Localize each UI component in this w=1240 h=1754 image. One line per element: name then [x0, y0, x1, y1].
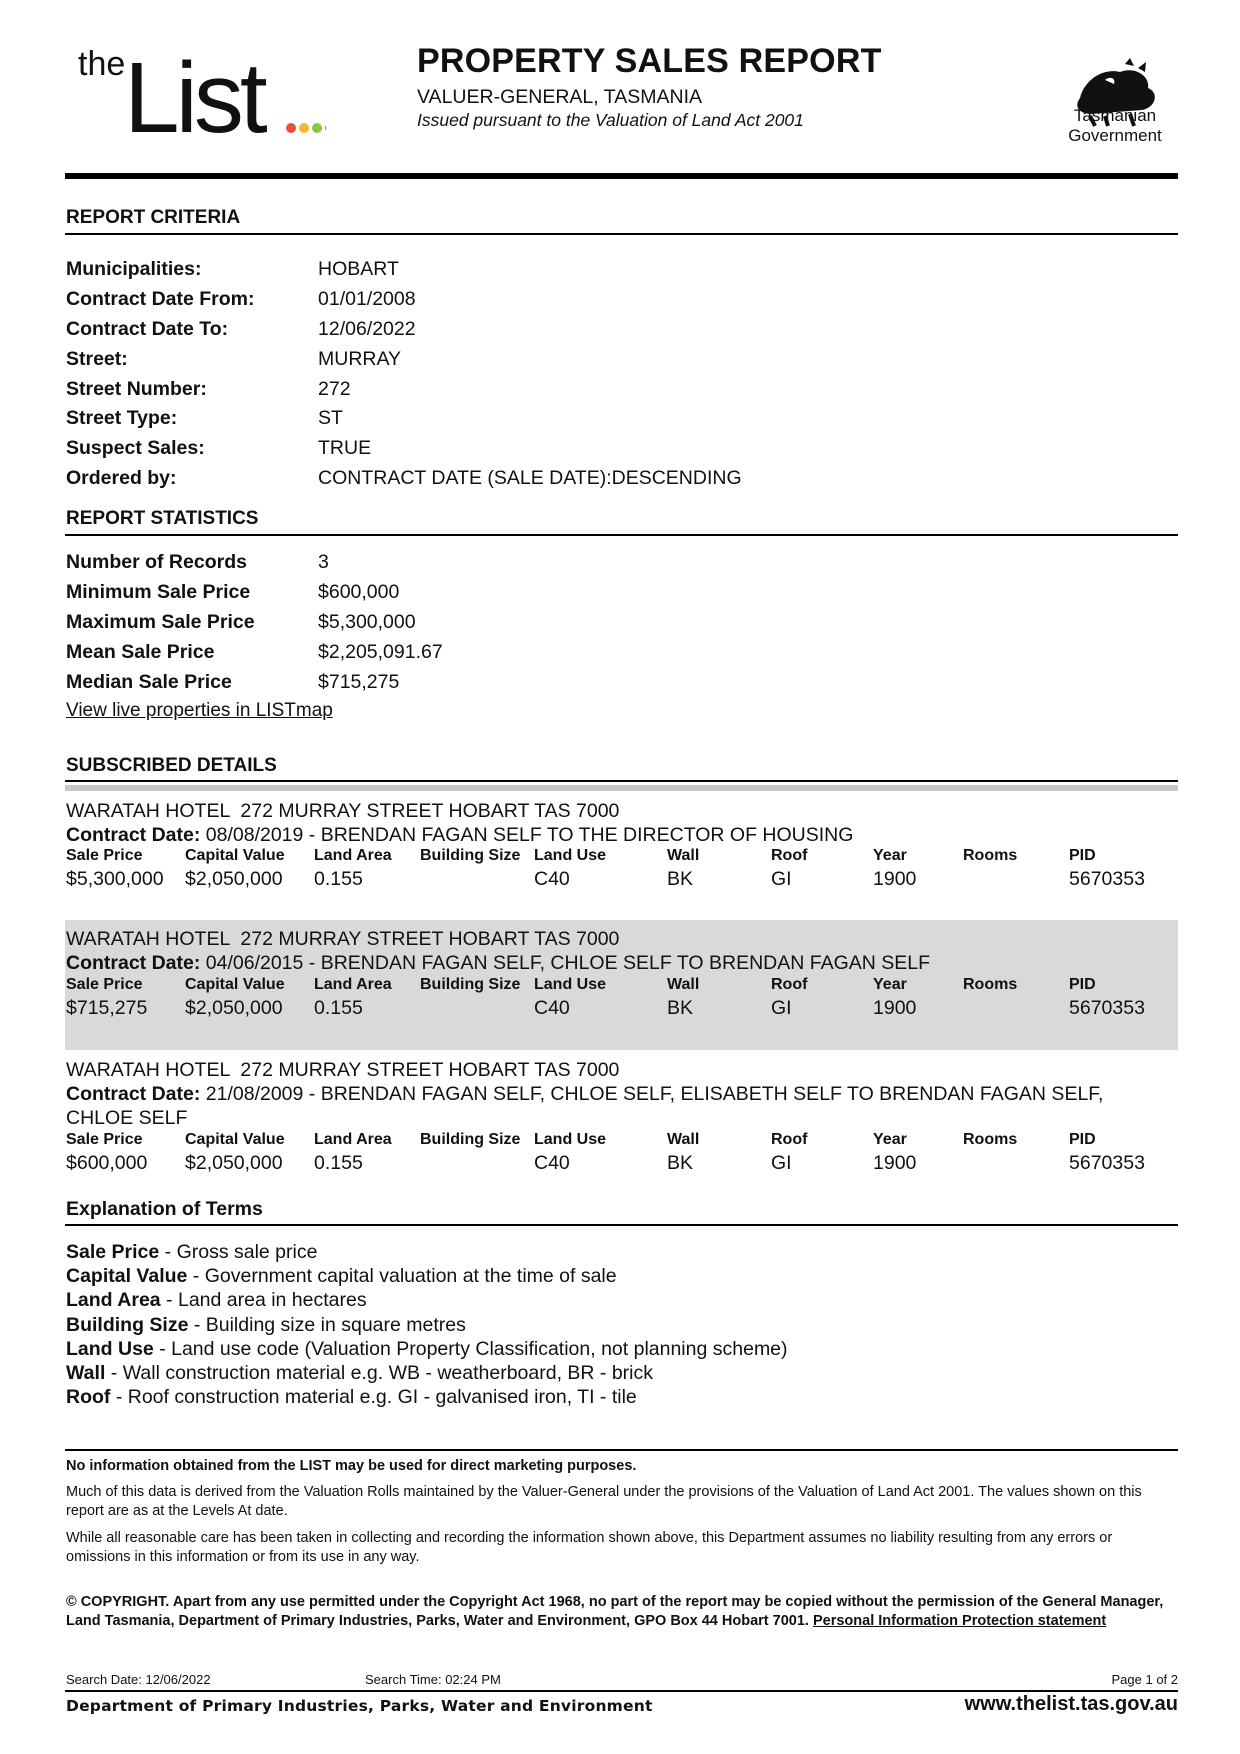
term-item [66, 1313, 788, 1337]
statistics-label: Number of Records [66, 551, 247, 573]
criteria-row [66, 407, 343, 430]
contract-date-label: Contract Date: [66, 824, 201, 846]
val-land-area: 0.155 [314, 997, 363, 1019]
statistics-row [66, 551, 329, 574]
copyright-text: © COPYRIGHT. Apart from any use permitted under the Copyright Act 1968, no part of the report may be copied without the permission of the General Manager, Land Tasmania, Department of Primary Industries, Parks, Water and Environment, GPO Box 44 Hobart 7001. [66, 1594, 1164, 1629]
term-item [66, 1337, 788, 1361]
gov-line-2: Government [1068, 126, 1162, 145]
criteria-divider [65, 233, 1178, 235]
term-name: Roof [66, 1386, 111, 1409]
statistics-heading: REPORT STATISTICS [66, 508, 259, 529]
term-desc: - Land use code (Valuation Property Classification, not planning scheme) [153, 1337, 788, 1360]
criteria-value: HOBART [318, 258, 399, 280]
department-name: Department of Primary Industries, Parks, Water and Environment [66, 1697, 653, 1715]
criteria-value: TRUE [318, 437, 372, 459]
col-year: Year [873, 847, 907, 864]
statistics-row [66, 671, 399, 694]
term-name: Sale Price [66, 1241, 160, 1263]
term-desc: - Gross sale price [159, 1241, 318, 1263]
val-year: 1900 [873, 1152, 917, 1174]
copyright-notice [66, 1593, 1178, 1631]
term-item [66, 1361, 788, 1385]
search-date: Search Date: 12/06/2022 [66, 1672, 211, 1687]
the-list-logo [76, 40, 326, 140]
val-land-area: 0.155 [314, 868, 363, 890]
criteria-row [66, 258, 399, 281]
col-land-area: Land Area [314, 976, 392, 993]
statistics-label: Maximum Sale Price [66, 611, 255, 633]
page-number: Page 1 of 2 [1111, 1672, 1178, 1687]
record-contract [66, 951, 1166, 975]
term-desc: - Land area in hectares [160, 1289, 367, 1312]
col-land-use: Land Use [534, 976, 607, 993]
col-capital-value: Capital Value [185, 847, 285, 864]
val-sale-price: $5,300,000 [66, 868, 164, 890]
criteria-heading: REPORT CRITERIA [66, 207, 241, 228]
terms-list [66, 1240, 788, 1409]
terms-heading: Explanation of Terms [66, 1198, 263, 1220]
valuation-roll-notice: Much of this data is derived from the Valuation Rolls maintained by the Valuer-General under the provisions of the Valuation of Land Act 2001. The values shown on this report are as at the Levels At date. [66, 1484, 1142, 1519]
term-item [66, 1240, 788, 1264]
listmap-link[interactable]: View live properties in LISTmap [66, 700, 333, 721]
term-desc: - Wall construction material e.g. WB - weatherboard, BR - brick [105, 1362, 653, 1385]
statistics-row [66, 611, 416, 634]
search-time: Search Time: 02:24 PM [365, 1672, 501, 1687]
val-land-area: 0.155 [314, 1152, 363, 1174]
disclaimer-divider [65, 1449, 1178, 1451]
criteria-value: ST [318, 407, 343, 429]
statistics-value: $2,205,091.67 [318, 641, 443, 663]
statistics-divider [65, 534, 1178, 536]
col-wall: Wall [667, 976, 700, 993]
col-capital-value: Capital Value [185, 1131, 285, 1148]
svg-text:the: the [78, 45, 126, 83]
report-title: PROPERTY SALES REPORT [417, 42, 882, 80]
val-land-use: C40 [534, 1152, 570, 1174]
details-grey-divider [65, 785, 1178, 791]
statistics-value: $5,300,000 [318, 611, 416, 633]
criteria-value: CONTRACT DATE (SALE DATE):DESCENDING [318, 467, 742, 489]
val-year: 1900 [873, 997, 917, 1019]
criteria-label: Street Number: [66, 378, 207, 400]
col-land-use: Land Use [534, 1131, 607, 1148]
footer-divider [65, 1690, 1178, 1692]
criteria-label: Contract Date From: [66, 288, 255, 310]
criteria-label: Contract Date To: [66, 318, 229, 340]
statistics-label: Mean Sale Price [66, 641, 215, 663]
statistics-value: 3 [318, 551, 329, 573]
criteria-value: MURRAY [318, 348, 402, 370]
contract-detail: 08/08/2019 - BRENDAN FAGAN SELF TO THE DIRECTOR OF HOUSING [200, 824, 854, 846]
sale-record [65, 920, 1178, 1050]
criteria-row [66, 378, 351, 401]
contract-detail: 21/08/2009 - BRENDAN FAGAN SELF, CHLOE SELF, ELISABETH SELF TO BRENDAN FAGAN SELF, CHLOE SELF [66, 1083, 1104, 1129]
col-land-use: Land Use [534, 847, 607, 864]
val-capital-value: $2,050,000 [185, 1152, 283, 1174]
term-desc: - Roof construction material e.g. GI - galvanised iron, TI - tile [110, 1386, 637, 1409]
val-wall: BK [667, 868, 694, 890]
val-roof: GI [771, 1152, 792, 1174]
website-url[interactable]: www.thelist.tas.gov.au [964, 1693, 1178, 1715]
statistics-value: $600,000 [318, 581, 400, 603]
tasmanian-government-wordmark [1050, 106, 1180, 146]
criteria-row [66, 437, 371, 460]
col-year: Year [873, 1131, 907, 1148]
col-rooms: Rooms [963, 847, 1018, 864]
term-desc: - Building size in square metres [188, 1313, 466, 1336]
no-marketing-notice: No information obtained from the LIST may be used for direct marketing purposes. [66, 1458, 637, 1474]
criteria-label: Municipalities: [66, 258, 202, 280]
criteria-row [66, 288, 416, 311]
statistics-label: Median Sale Price [66, 671, 232, 693]
report-subtitle: VALUER-GENERAL, TASMANIA [417, 86, 702, 108]
sale-record [65, 800, 1178, 915]
col-roof: Roof [771, 1131, 808, 1148]
col-wall: Wall [667, 847, 700, 864]
details-divider [65, 780, 1178, 782]
statistics-row [66, 641, 443, 664]
val-pid: 5670353 [1069, 997, 1145, 1019]
val-capital-value: $2,050,000 [185, 868, 283, 890]
val-roof: GI [771, 868, 792, 890]
criteria-label: Suspect Sales: [66, 437, 205, 459]
term-name: Capital Value [66, 1265, 188, 1288]
term-item [66, 1264, 788, 1288]
contract-date-label: Contract Date: [66, 1083, 201, 1105]
record-address: WARATAH HOTEL 272 MURRAY STREET HOBART TAS 7000 [66, 928, 620, 950]
privacy-statement-link[interactable]: Personal Information Protection statement [812, 1613, 1107, 1629]
val-pid: 5670353 [1069, 1152, 1145, 1174]
term-name: Land Use [66, 1337, 154, 1360]
col-capital-value: Capital Value [185, 976, 285, 993]
col-sale-price: Sale Price [66, 1131, 143, 1148]
val-capital-value: $2,050,000 [185, 997, 283, 1019]
term-name: Building Size [66, 1313, 189, 1336]
val-pid: 5670353 [1069, 868, 1145, 890]
val-sale-price: $600,000 [66, 1152, 148, 1174]
val-land-use: C40 [534, 997, 570, 1019]
statistics-value: $715,275 [318, 671, 400, 693]
val-roof: GI [771, 997, 792, 1019]
criteria-value: 272 [318, 378, 351, 400]
col-year: Year [873, 976, 907, 993]
term-name: Wall [66, 1362, 106, 1385]
report-issued-line: Issued pursuant to the Valuation of Land Act 2001 [417, 110, 804, 130]
col-rooms: Rooms [963, 1131, 1018, 1148]
col-building-size: Building Size [420, 847, 521, 864]
term-item [66, 1385, 788, 1409]
criteria-row [66, 467, 742, 490]
col-pid: PID [1069, 976, 1096, 993]
criteria-value: 12/06/2022 [318, 318, 416, 340]
col-wall: Wall [667, 1131, 700, 1148]
record-contract [66, 1082, 1166, 1130]
record-contract [66, 823, 1166, 847]
col-pid: PID [1069, 847, 1096, 864]
term-desc: - Government capital valuation at the time of sale [187, 1265, 617, 1288]
svg-text:List: List [124, 42, 264, 140]
criteria-row [66, 318, 416, 341]
criteria-label: Street: [66, 348, 128, 370]
col-building-size: Building Size [420, 1131, 521, 1148]
val-wall: BK [667, 997, 694, 1019]
col-rooms: Rooms [963, 976, 1018, 993]
gov-line-1: Tasmanian [1073, 106, 1157, 125]
col-building-size: Building Size [420, 976, 521, 993]
col-pid: PID [1069, 1131, 1096, 1148]
col-sale-price: Sale Price [66, 976, 143, 993]
term-item [66, 1288, 788, 1312]
criteria-row [66, 348, 401, 371]
col-sale-price: Sale Price [66, 847, 143, 864]
statistics-row [66, 581, 399, 604]
val-sale-price: $715,275 [66, 997, 148, 1019]
val-land-use: C40 [534, 868, 570, 890]
val-wall: BK [667, 1152, 694, 1174]
record-address: WARATAH HOTEL 272 MURRAY STREET HOBART TAS 7000 [66, 800, 620, 822]
col-roof: Roof [771, 847, 808, 864]
sale-record [65, 1059, 1178, 1179]
details-heading: SUBSCRIBED DETAILS [66, 755, 277, 776]
col-land-area: Land Area [314, 1131, 392, 1148]
contract-detail: 04/06/2015 - BRENDAN FAGAN SELF, CHLOE SELF TO BRENDAN FAGAN SELF [200, 952, 931, 974]
terms-divider [65, 1224, 1178, 1226]
criteria-label: Street Type: [66, 407, 178, 429]
val-year: 1900 [873, 868, 917, 890]
liability-notice: While all reasonable care has been taken in collecting and recording the information shown above, this Department assumes no liability resulting from any errors or omissions in this information or from its use in any way. [66, 1530, 1113, 1565]
header-divider [65, 173, 1178, 179]
record-address: WARATAH HOTEL 272 MURRAY STREET HOBART TAS 7000 [66, 1059, 620, 1081]
statistics-label: Minimum Sale Price [66, 581, 251, 603]
col-land-area: Land Area [314, 847, 392, 864]
criteria-label: Ordered by: [66, 467, 177, 489]
term-name: Land Area [66, 1289, 161, 1312]
contract-date-label: Contract Date: [66, 952, 201, 974]
col-roof: Roof [771, 976, 808, 993]
criteria-value: 01/01/2008 [318, 288, 416, 310]
